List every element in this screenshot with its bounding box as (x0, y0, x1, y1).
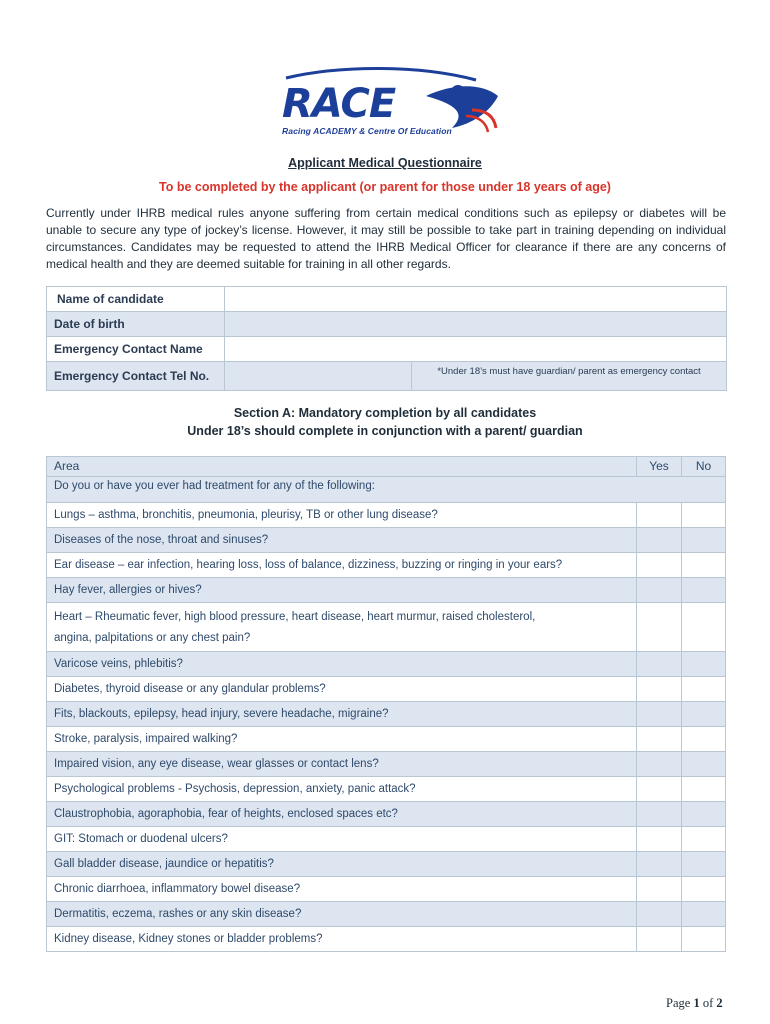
question-text: Fits, blackouts, epilepsy, head injury, severe headache, migraine? (47, 702, 637, 727)
section-a-title: Section A: Mandatory completion by all candidates (233, 406, 537, 420)
page-total: 2 (716, 996, 723, 1010)
question-text: Dermatitis, eczema, rashes or any skin disease? (47, 902, 637, 927)
question-row (47, 677, 726, 702)
question-row (47, 553, 726, 578)
dob-label: Date of birth (47, 312, 225, 337)
question-text: Diabetes, thyroid disease or any glandular problems? (47, 677, 637, 702)
question-row (47, 827, 726, 852)
yes-cell[interactable] (637, 652, 682, 677)
section-a-subtitle: Under 18’s should complete in conjunction with a parent/ guardian (187, 424, 583, 438)
question-row (47, 777, 726, 802)
question-row (47, 852, 726, 877)
lead-question: Do you or have you ever had treatment for any of the following: (47, 477, 726, 503)
yes-cell[interactable] (637, 877, 682, 902)
race-logo (276, 66, 502, 142)
page-word: Page (666, 996, 691, 1010)
emergency-name-row (47, 337, 727, 362)
page-title: Applicant Medical Questionnaire (288, 156, 482, 170)
no-cell[interactable] (682, 702, 726, 727)
question-text-line1: Heart – Rheumatic fever, high blood pressure, heart disease, heart murmur, raised cholesterol, (54, 610, 536, 623)
no-cell[interactable] (682, 652, 726, 677)
question-row (47, 802, 726, 827)
question-row (47, 927, 726, 952)
no-cell[interactable] (682, 902, 726, 927)
yes-cell[interactable] (637, 852, 682, 877)
yes-cell[interactable] (637, 727, 682, 752)
no-cell[interactable] (682, 727, 726, 752)
page-number (666, 996, 723, 1011)
no-cell[interactable] (682, 752, 726, 777)
no-cell[interactable] (682, 528, 726, 553)
yes-cell[interactable] (637, 677, 682, 702)
question-row (47, 503, 726, 528)
logo-tagline: Racing ACADEMY & Centre Of Education (282, 126, 452, 136)
question-row (47, 902, 726, 927)
question-text: Gall bladder disease, jaundice or hepatitis? (47, 852, 637, 877)
emergency-tel-row (47, 362, 727, 391)
yes-cell[interactable] (637, 827, 682, 852)
question-row (47, 603, 726, 652)
question-row (47, 877, 726, 902)
yes-cell[interactable] (637, 578, 682, 603)
no-cell[interactable] (682, 553, 726, 578)
area-column-header: Area (47, 457, 637, 477)
question-text: Hay fever, allergies or hives? (47, 578, 637, 603)
no-cell[interactable] (682, 827, 726, 852)
question-text: Ear disease – ear infection, hearing loss, loss of balance, dizziness, buzzing or ringing in your ears? (47, 553, 637, 578)
question-row (47, 578, 726, 603)
dob-row (47, 312, 727, 337)
no-cell[interactable] (682, 802, 726, 827)
question-text: Chronic diarrhoea, inflammatory bowel disease? (47, 877, 637, 902)
yes-cell[interactable] (637, 503, 682, 528)
emergency-name-label: Emergency Contact Name (47, 337, 225, 362)
question-text: Lungs – asthma, bronchitis, pneumonia, pleurisy, TB or other lung disease? (47, 503, 637, 528)
question-text-line2: angina, palpitations or any chest pain? (54, 631, 251, 644)
yes-column-header: Yes (637, 457, 682, 477)
yes-cell[interactable] (637, 752, 682, 777)
page-current: 1 (693, 996, 700, 1010)
candidate-name-label: Name of candidate (47, 287, 225, 312)
page-subtitle: To be completed by the applicant (or parent for those under 18 years of age) (159, 180, 611, 194)
question-text: Varicose veins, phlebitis? (47, 652, 637, 677)
question-row (47, 702, 726, 727)
no-cell[interactable] (682, 877, 726, 902)
no-cell[interactable] (682, 503, 726, 528)
of-word: of (702, 996, 714, 1010)
no-cell[interactable] (682, 777, 726, 802)
no-cell[interactable] (682, 927, 726, 952)
question-row (47, 727, 726, 752)
yes-cell[interactable] (637, 553, 682, 578)
logo-word: RACE (282, 81, 396, 127)
candidate-name-field[interactable] (225, 287, 727, 312)
no-cell[interactable] (682, 578, 726, 603)
question-text: Stroke, paralysis, impaired walking? (47, 727, 637, 752)
no-column-header: No (682, 457, 726, 477)
question-text (47, 603, 637, 652)
yes-cell[interactable] (637, 802, 682, 827)
table-header-row (47, 457, 726, 477)
yes-cell[interactable] (637, 702, 682, 727)
question-text: Diseases of the nose, throat and sinuses? (47, 528, 637, 553)
question-row (47, 652, 726, 677)
question-text: Impaired vision, any eye disease, wear glasses or contact lens? (47, 752, 637, 777)
question-text: GIT: Stomach or duodenal ulcers? (47, 827, 637, 852)
emergency-name-field[interactable] (225, 337, 727, 362)
no-cell[interactable] (682, 852, 726, 877)
intro-paragraph: Currently under IHRB medical rules anyone suffering from certain medical conditions such as epilepsy or diabetes will be unable to secure any type of jockey’s license. However, it may still be possible to take part in training depending on individual circumstances. Candidates may be requested to attend the IHRB Medical Officer for clearance if there are any concerns of medical health and they are deemed suitable for training in all other regards. (46, 206, 726, 271)
emergency-tel-field[interactable] (225, 362, 412, 391)
yes-cell[interactable] (637, 927, 682, 952)
yes-cell[interactable] (637, 603, 682, 652)
question-row (47, 528, 726, 553)
emergency-contact-note: *Under 18’s must have guardian/ parent as emergency contact (412, 362, 727, 391)
question-text: Psychological problems - Psychosis, depression, anxiety, panic attack? (47, 777, 637, 802)
candidate-details-table (46, 286, 727, 391)
candidate-name-row (47, 287, 727, 312)
no-cell[interactable] (682, 603, 726, 652)
medical-questions-table (46, 456, 726, 952)
yes-cell[interactable] (637, 528, 682, 553)
dob-field[interactable] (225, 312, 727, 337)
emergency-tel-label: Emergency Contact Tel No. (47, 362, 225, 391)
question-row (47, 752, 726, 777)
yes-cell[interactable] (637, 902, 682, 927)
yes-cell[interactable] (637, 777, 682, 802)
lead-question-row (47, 477, 726, 503)
question-text: Kidney disease, Kidney stones or bladder problems? (47, 927, 637, 952)
question-text: Claustrophobia, agoraphobia, fear of heights, enclosed spaces etc? (47, 802, 637, 827)
no-cell[interactable] (682, 677, 726, 702)
